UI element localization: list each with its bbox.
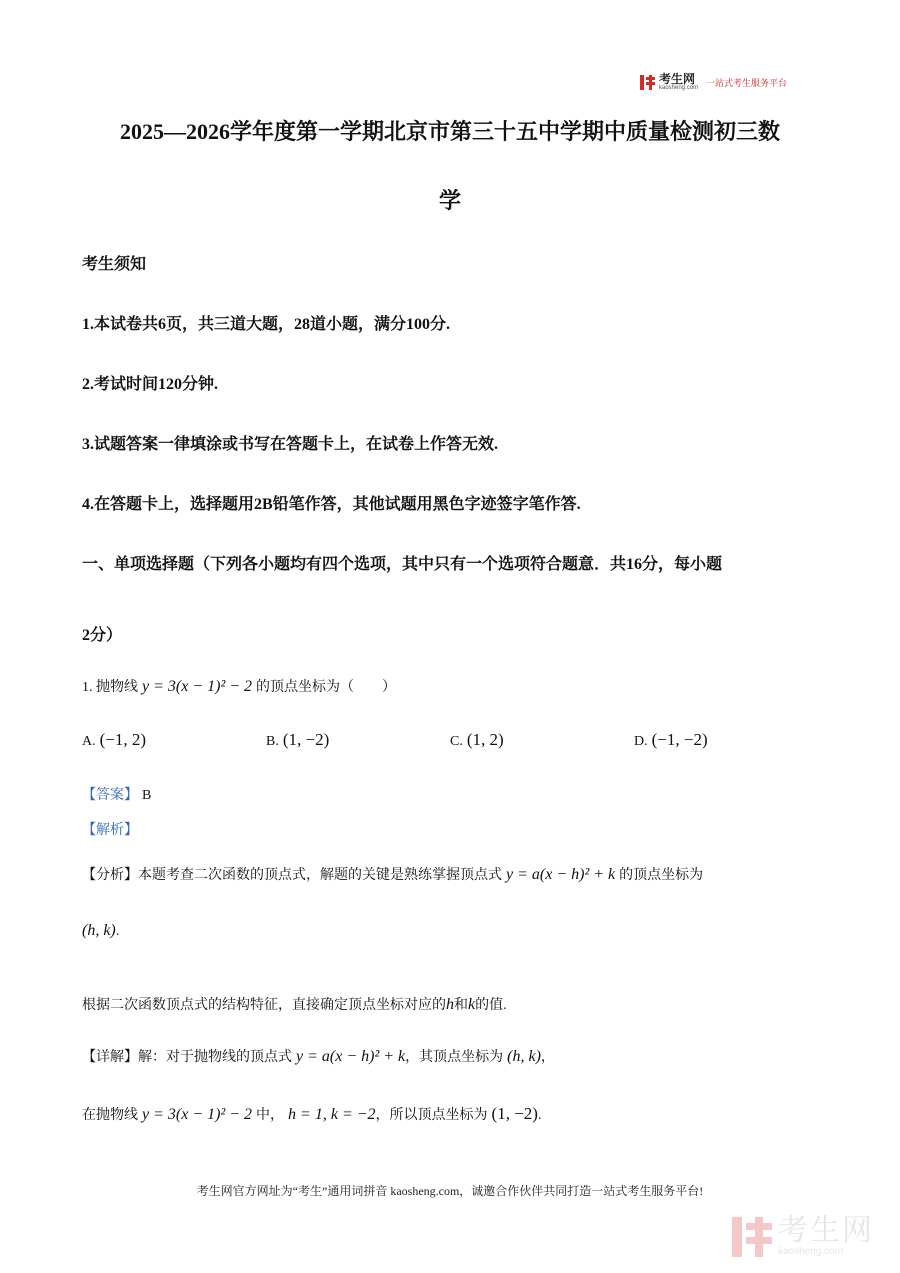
detail-text: 解：对于抛物线的顶点式 — [138, 1050, 292, 1065]
option-letter: B. — [266, 734, 279, 749]
watermark-name: 考生网 — [778, 1213, 874, 1248]
question-number: 1. 抛物线 — [82, 680, 138, 695]
analysis-end: . — [115, 924, 120, 939]
option-letter: D. — [634, 734, 648, 749]
option-c — [450, 730, 504, 750]
analysis-vertex: (h, k) — [82, 922, 116, 939]
analysis-formula: y = a(x − h)² + k — [506, 866, 616, 883]
option-b — [266, 730, 329, 750]
watermark — [732, 1213, 874, 1257]
watermark-text — [778, 1213, 874, 1257]
final-end: . — [537, 1108, 542, 1123]
option-value: (−1, −2) — [651, 730, 708, 749]
page-title-line1: 2025—2026学年度第一学期北京市第三十五中学期中质量检测初三数 — [119, 119, 780, 144]
basis-k: k — [468, 996, 476, 1013]
logo-domain: kaosheng.com — [659, 85, 699, 91]
answer-value: B — [142, 788, 152, 803]
final-vertex: (1, −2) — [491, 1104, 538, 1123]
analysis-tag: 【解析】 — [82, 823, 138, 838]
question-formula: y = 3(x − 1)² − 2 — [142, 678, 253, 695]
logo-name: 考生网 — [659, 72, 696, 86]
final-text-2: 中， — [256, 1108, 285, 1123]
option-letter: C. — [450, 734, 463, 749]
analysis-text: 本题考查二次函数的顶点式，解题的关键是熟练掌握顶点式 — [138, 868, 502, 883]
answer-tag: 【答案】 — [82, 788, 138, 803]
answer-row — [82, 784, 151, 804]
header-logo — [640, 74, 787, 91]
notice-item: 2.考试时间120分钟. — [82, 376, 219, 393]
basis-paragraph — [82, 994, 507, 1014]
final-values: h = 1, k = −2 — [288, 1106, 376, 1123]
option-d — [634, 730, 708, 750]
option-value: (1, −2) — [282, 730, 330, 749]
final-text: 在抛物线 — [82, 1108, 138, 1123]
detail-text-2: ，其顶点坐标为 — [405, 1050, 504, 1065]
logo-slogan: 一站式考生服务平台 — [706, 79, 788, 89]
detail-paragraph — [82, 1046, 555, 1066]
detail-text-3: ， — [540, 1050, 555, 1065]
section-heading-line1: 一、单项选择题（下列各小题均有四个选项，其中只有一个选项符合题意．共16分，每小题 — [82, 556, 723, 573]
detail-formula: y = a(x − h)² + k — [296, 1048, 406, 1065]
detail-vertex: (h, k) — [507, 1048, 541, 1065]
detail-label: 【详解】 — [82, 1050, 138, 1065]
kaosheng-watermark-icon — [732, 1217, 772, 1257]
final-paragraph — [82, 1104, 541, 1124]
notice-item: 3.试题答案一律填涂或书写在答题卡上，在试卷上作答无效. — [82, 436, 499, 453]
basis-and: 和 — [454, 998, 468, 1013]
option-a — [82, 730, 146, 750]
logo-text — [659, 74, 698, 91]
option-value: (−1, 2) — [99, 730, 147, 749]
analysis-label: 【分析】 — [82, 868, 138, 883]
page-footer: 考生网官方网址为“考生”通用词拼音 kaosheng.com，诚邀合作伙伴共同打造一站式考生服务平台! — [196, 1184, 704, 1198]
page-title-line2: 学 — [438, 188, 461, 213]
analysis-vertex-line — [82, 922, 119, 940]
analysis-tail: 的顶点坐标为 — [619, 868, 704, 883]
basis-text: 根据二次函数顶点式的结构特征，直接确定顶点坐标对应的 — [82, 998, 446, 1013]
final-text-3: ，所以顶点坐标为 — [375, 1108, 488, 1123]
notice-heading: 考生须知 — [82, 256, 147, 273]
basis-text-end: 的值. — [475, 998, 507, 1013]
notice-item: 4.在答题卡上，选择题用2B铅笔作答，其他试题用黑色字迹签字笔作答. — [82, 496, 581, 513]
option-letter: A. — [82, 734, 96, 749]
question-1 — [82, 676, 396, 696]
question-suffix: 的顶点坐标为（ ） — [256, 680, 397, 695]
final-formula: y = 3(x − 1)² − 2 — [142, 1106, 253, 1123]
notice-item: 1.本试卷共6页，共三道大题，28道小题，满分100分. — [82, 316, 451, 333]
option-value: (1, 2) — [466, 730, 504, 749]
basis-h: h — [446, 996, 454, 1013]
kaosheng-logo-icon — [640, 75, 655, 90]
section-heading-line2: 2分） — [82, 627, 123, 644]
watermark-domain: kaosheng.com — [778, 1246, 844, 1257]
analysis-paragraph — [82, 864, 703, 884]
